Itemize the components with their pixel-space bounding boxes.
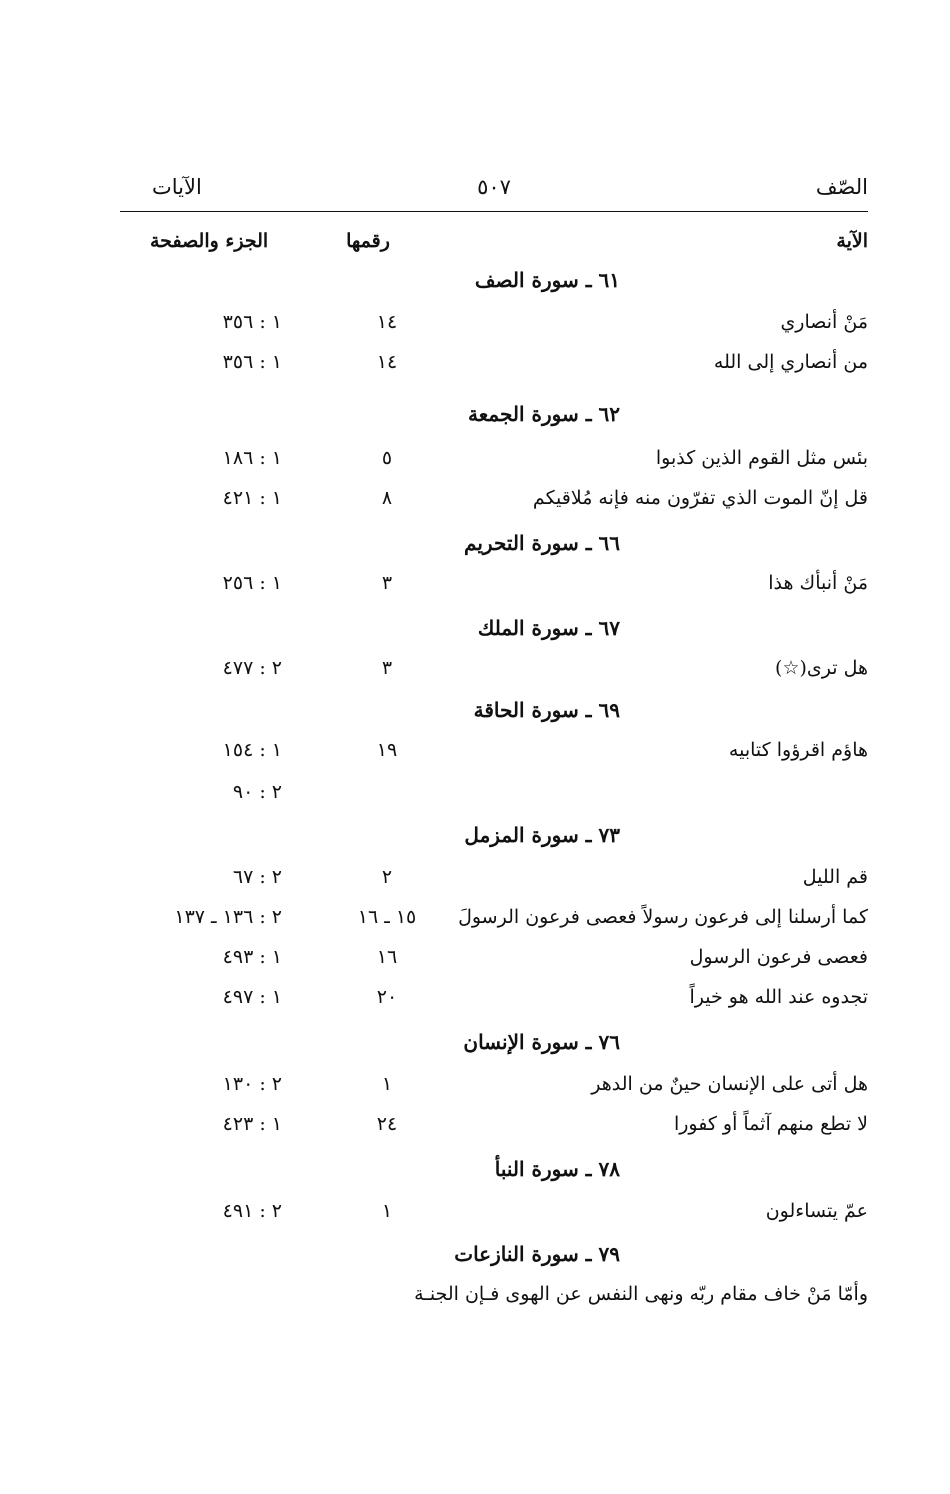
- verse-number: ٢٤: [376, 1113, 398, 1135]
- surah-title: ٦٩ ـ سورة الحاقة: [473, 698, 620, 722]
- volume-page-reference: ١ : ٤٢١: [222, 487, 282, 509]
- index-row: [120, 1106, 868, 1142]
- verse-text: من أنصاري إلى الله: [713, 351, 868, 373]
- index-row: [120, 304, 868, 340]
- index-row: [120, 732, 868, 768]
- surah-heading: [120, 525, 868, 561]
- column-header-number: رقمها: [346, 230, 390, 252]
- index-row: [120, 440, 868, 476]
- volume-page-reference: ٢ : ٤٧٧: [222, 657, 282, 679]
- volume-page-reference: ٢ : ١٣٦ ـ ١٣٧: [174, 906, 282, 928]
- index-row: [120, 899, 868, 935]
- running-head-section: الآيات: [152, 175, 202, 199]
- verse-text: هل ترى(☆): [775, 657, 868, 679]
- verse-number: ٣: [381, 657, 393, 679]
- verse-number: ٣: [381, 572, 393, 594]
- verse-number: ١: [381, 1200, 393, 1222]
- verse-text: تجدوه عند الله هو خيراً: [689, 986, 868, 1008]
- verse-text: كما أرسلنا إلى فرعون رسولاً فعصى فرعون الرسولَ: [458, 906, 868, 928]
- header-rule: [120, 211, 868, 212]
- surah-title: ٧٨ ـ سورة النبأ: [494, 1157, 620, 1181]
- surah-heading: [120, 1236, 868, 1272]
- surah-title: ٦٢ ـ سورة الجمعة: [468, 402, 620, 426]
- surah-title: ٧٣ ـ سورة المزمل: [464, 823, 620, 847]
- index-row: [120, 1066, 868, 1102]
- volume-page-reference: ٢ : ١٣٠: [222, 1073, 282, 1095]
- volume-page-reference: ١ : ١٨٦: [222, 447, 282, 469]
- volume-page-reference: ١ : ٤٩٣: [222, 946, 282, 968]
- surah-title: ٦٧ ـ سورة الملك: [477, 616, 620, 640]
- surah-heading: [120, 817, 868, 853]
- volume-page-reference: ١ : ٢٥٦: [222, 572, 282, 594]
- surah-heading: [120, 610, 868, 646]
- verse-text: مَنْ أنصاري: [780, 311, 868, 333]
- index-row: [120, 1193, 868, 1229]
- surah-title: ٧٦ ـ سورة الإنسان: [463, 1030, 620, 1054]
- verse-text: فعصى فرعون الرسول: [689, 946, 868, 968]
- surah-title: ٦٦ ـ سورة التحريم: [464, 531, 620, 555]
- index-row: [120, 1276, 868, 1312]
- surah-heading: [120, 1024, 868, 1060]
- volume-page-reference: ١ : ٣٥٦: [222, 311, 282, 333]
- verse-text: بئس مثل القوم الذين كذبوا: [655, 447, 868, 469]
- index-row: [120, 979, 868, 1015]
- column-header-verse: الآية: [836, 230, 868, 252]
- volume-page-reference: ١ : ٣٥٦: [222, 351, 282, 373]
- index-row: [120, 344, 868, 380]
- running-head-surah: الصّف: [815, 175, 868, 199]
- page-number: ٥٠٧: [477, 175, 511, 199]
- running-head: [120, 172, 868, 204]
- verse-text: عمّ يتساءلون: [765, 1200, 868, 1222]
- index-row: [120, 939, 868, 975]
- volume-page-reference: ٢ : ٤٩١: [222, 1200, 282, 1222]
- verse-text: مَنْ أنبأك هذا: [768, 572, 868, 594]
- verse-text: قم الليل: [802, 866, 868, 888]
- volume-page-reference: ٢ : ٦٧: [232, 866, 282, 888]
- verse-number: ١٩: [376, 739, 398, 761]
- verse-number: ٢: [381, 866, 393, 888]
- volume-page-reference: ٢ : ٩٠: [232, 781, 282, 803]
- index-row: [120, 859, 868, 895]
- verse-text: هل أتى على الإنسان حينٌ من الدهر: [591, 1073, 868, 1095]
- volume-page-reference: ١ : ٤٩٧: [222, 986, 282, 1008]
- surah-title: ٦١ ـ سورة الصف: [474, 268, 620, 292]
- volume-page-reference: ١ : ٤٢٣: [222, 1113, 282, 1135]
- volume-page-reference: ١ : ١٥٤: [222, 739, 282, 761]
- surah-title: ٧٩ ـ سورة النازعات: [454, 1242, 620, 1266]
- verse-number: ٢٠: [376, 986, 398, 1008]
- surah-heading: [120, 1151, 868, 1187]
- index-row: [120, 650, 868, 686]
- verse-text: لا تطع منهم آثماً أو كفورا: [673, 1113, 868, 1135]
- verse-text: هاؤم اقرؤوا كتابيه: [728, 739, 868, 761]
- verse-text: قل إنّ الموت الذي تفرّون منه فإنه مُلاقيكم: [532, 487, 868, 509]
- surah-heading: [120, 262, 868, 298]
- verse-number: ١٤: [376, 311, 398, 333]
- verse-text: وأمّا مَنْ خاف مقام ربّه ونهى النفس عن الهوى فـإن الجنـة: [414, 1283, 868, 1305]
- verse-number: ١: [381, 1073, 393, 1095]
- column-header-reference: الجزء والصفحة: [150, 230, 269, 252]
- surah-heading: [120, 692, 868, 728]
- verse-number: ١٥ ـ ١٦: [357, 906, 417, 928]
- verse-number: ١٤: [376, 351, 398, 373]
- verse-number: ١٦: [376, 946, 398, 968]
- column-headers: [120, 224, 868, 258]
- verse-number: ٨: [381, 487, 393, 509]
- index-row: [120, 565, 868, 601]
- index-row: [120, 774, 868, 810]
- surah-heading: [120, 396, 868, 432]
- verse-number: ٥: [381, 447, 393, 469]
- index-row: [120, 480, 868, 516]
